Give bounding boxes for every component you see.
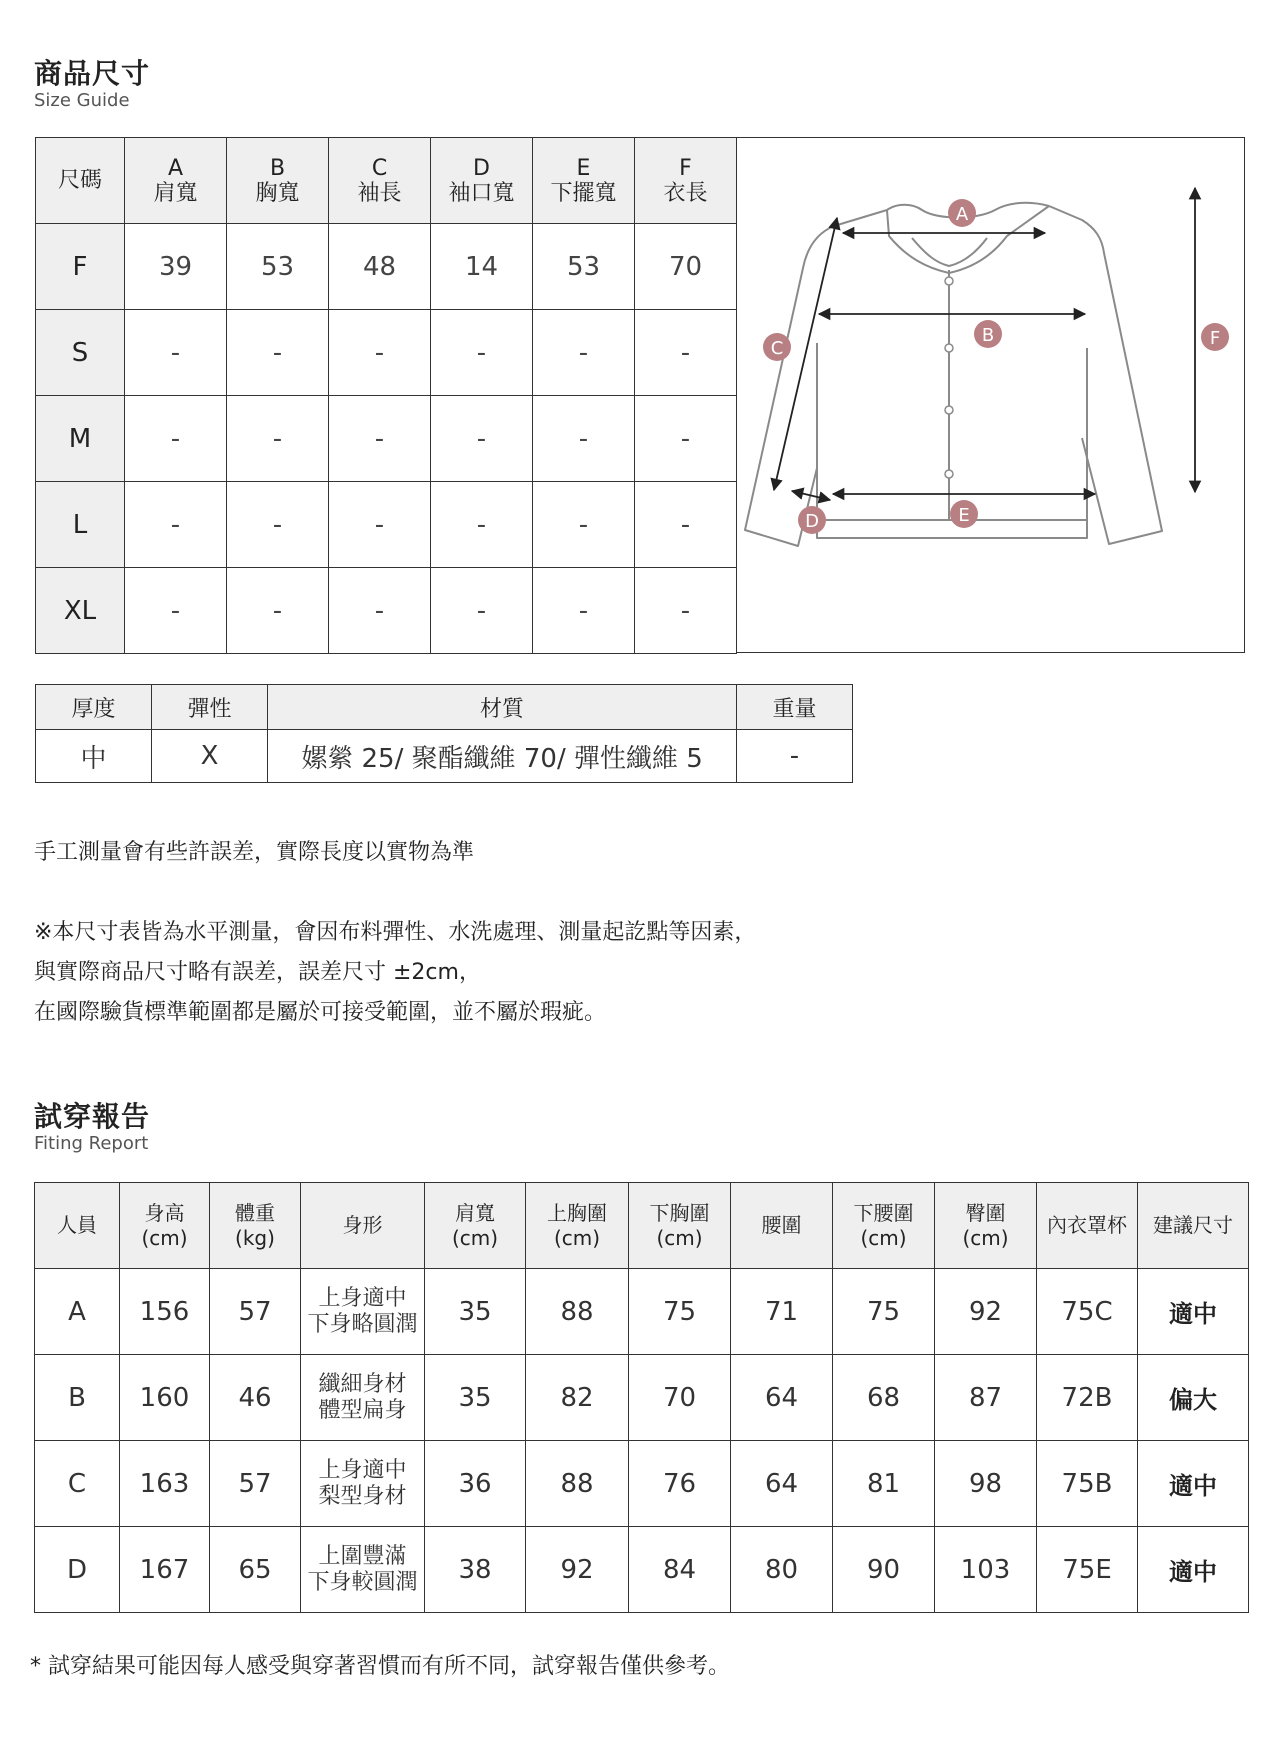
- waist-cell: 80: [731, 1527, 833, 1613]
- body-type-cell: [301, 1269, 425, 1355]
- size-value: 53: [227, 224, 329, 310]
- garment-diagram: [737, 137, 1245, 653]
- lower-waist-cell: 68: [833, 1355, 935, 1441]
- column-name: 下擺寬: [550, 180, 617, 206]
- fitting-header: [935, 1183, 1037, 1269]
- disclaimer-line: 與實際商品尺寸略有誤差，誤差尺寸 ±2cm，: [34, 960, 481, 985]
- waist-cell: 64: [731, 1355, 833, 1441]
- button-icon: [945, 406, 953, 414]
- elasticity-value: X: [152, 730, 268, 783]
- svg-text:E: E: [958, 505, 970, 526]
- size-row: [36, 568, 737, 654]
- body-type-cell: [301, 1355, 425, 1441]
- shoulder-cell: 35: [425, 1269, 526, 1355]
- header-line2: (cm): [141, 1225, 188, 1250]
- material-value: 嫘縈 25/ 聚酯纖維 70/ 彈性纖維 5: [268, 730, 737, 783]
- size-value: -: [329, 310, 431, 396]
- cup-cell: 72B: [1037, 1355, 1138, 1441]
- column-letter: F: [679, 155, 692, 181]
- cup-cell: 75B: [1037, 1441, 1138, 1527]
- weight-cell: 46: [210, 1355, 301, 1441]
- lower-chest-cell: 70: [629, 1355, 731, 1441]
- hip-cell: 87: [935, 1355, 1037, 1441]
- marker-e: [950, 500, 978, 528]
- lower-chest-cell: 84: [629, 1527, 731, 1613]
- body-type-line1: 上身適中: [318, 1285, 407, 1311]
- size-row: [36, 396, 737, 482]
- size-value: 48: [329, 224, 431, 310]
- upper-chest-cell: 92: [526, 1527, 629, 1613]
- fitting-row: [35, 1441, 1249, 1527]
- shoulder-cell: 38: [425, 1527, 526, 1613]
- svg-text:D: D: [805, 511, 819, 532]
- size-value: -: [533, 568, 635, 654]
- recommended-size-cell: 適中: [1138, 1441, 1249, 1527]
- size-value: -: [635, 568, 737, 654]
- lower-chest-cell: 76: [629, 1441, 731, 1527]
- size-value: -: [329, 482, 431, 568]
- size-value: -: [431, 482, 533, 568]
- hip-cell: 98: [935, 1441, 1037, 1527]
- size-value: -: [227, 310, 329, 396]
- size-value: 14: [431, 224, 533, 310]
- marker-b: [974, 320, 1002, 348]
- size-value: -: [125, 310, 227, 396]
- lower-waist-cell: 81: [833, 1441, 935, 1527]
- size-label: XL: [36, 568, 125, 654]
- column-letter: D: [473, 155, 490, 181]
- button-icon: [945, 470, 953, 478]
- button-icon: [945, 344, 953, 352]
- size-value: -: [227, 568, 329, 654]
- fitting-row: [35, 1269, 1249, 1355]
- upper-chest-cell: 82: [526, 1355, 629, 1441]
- fitting-header: [35, 1183, 120, 1269]
- column-letter: E: [576, 155, 591, 181]
- size-column-header: [329, 138, 431, 224]
- fitting-header: [526, 1183, 629, 1269]
- material-table: [35, 684, 853, 783]
- header-line2: (kg): [235, 1225, 275, 1250]
- svg-text:A: A: [955, 204, 969, 225]
- body-type-line2: 梨型身材: [318, 1483, 407, 1509]
- measure-note: 手工測量會有些許誤差，實際長度以實物為準: [34, 840, 475, 865]
- size-column-header: [431, 138, 533, 224]
- header-line1: 腰圍: [761, 1213, 802, 1237]
- header-line1: 身形: [342, 1213, 383, 1237]
- size-value: -: [431, 568, 533, 654]
- header-line2: (cm): [553, 1225, 601, 1250]
- size-table-header: [36, 138, 737, 224]
- body-type-line2: 下身較圓潤: [307, 1569, 418, 1595]
- header-line2: (cm): [656, 1225, 703, 1250]
- recommended-size-cell: 適中: [1138, 1527, 1249, 1613]
- thickness-value: 中: [36, 730, 152, 783]
- weight-cell: 57: [210, 1441, 301, 1527]
- fitting-header: [301, 1183, 425, 1269]
- size-value: -: [635, 310, 737, 396]
- size-value: -: [329, 396, 431, 482]
- size-value: -: [125, 568, 227, 654]
- recommended-size-cell: 偏大: [1138, 1355, 1249, 1441]
- upper-chest-cell: 88: [526, 1441, 629, 1527]
- size-value: -: [125, 396, 227, 482]
- lower-waist-cell: 90: [833, 1527, 935, 1613]
- size-value: -: [431, 396, 533, 482]
- size-value: -: [431, 310, 533, 396]
- fitting-section-subtitle: Fiting Report: [34, 1133, 149, 1154]
- size-section-title: 商品尺寸: [34, 57, 151, 90]
- size-value: -: [533, 482, 635, 568]
- size-value: 39: [125, 224, 227, 310]
- column-letter: C: [371, 155, 388, 181]
- cup-cell: 75E: [1037, 1527, 1138, 1613]
- svg-text:C: C: [770, 338, 784, 359]
- fitting-table: [34, 1182, 1249, 1613]
- marker-f: [1201, 323, 1229, 351]
- fitting-header: [833, 1183, 935, 1269]
- fitting-header: [425, 1183, 526, 1269]
- size-column-header: [227, 138, 329, 224]
- cup-cell: 75C: [1037, 1269, 1138, 1355]
- size-value: -: [125, 482, 227, 568]
- header-line2: (cm): [860, 1225, 907, 1250]
- lower-waist-cell: 75: [833, 1269, 935, 1355]
- column-name: 肩寬: [153, 180, 198, 206]
- column-name: 袖長: [357, 180, 402, 206]
- fitting-header-row: [35, 1183, 1249, 1269]
- waist-cell: 71: [731, 1269, 833, 1355]
- size-row: [36, 482, 737, 568]
- fitting-row: [35, 1527, 1249, 1613]
- shoulder-cell: 36: [425, 1441, 526, 1527]
- fitting-row: [35, 1355, 1249, 1441]
- body-type-line2: 體型扁身: [318, 1397, 407, 1423]
- svg-text:B: B: [981, 325, 995, 346]
- weight-value: -: [737, 730, 853, 783]
- marker-a: [948, 199, 976, 227]
- column-letter: B: [269, 155, 286, 181]
- marker-c: [763, 333, 791, 361]
- size-row: [36, 310, 737, 396]
- size-value: -: [533, 310, 635, 396]
- body-type-line1: 纖細身材: [318, 1371, 407, 1397]
- size-value: -: [329, 568, 431, 654]
- person-cell: D: [35, 1527, 120, 1613]
- material-value-row: [36, 730, 853, 783]
- height-cell: 163: [120, 1441, 210, 1527]
- size-label: F: [36, 224, 125, 310]
- thickness-header: 厚度: [36, 685, 152, 730]
- hip-cell: 92: [935, 1269, 1037, 1355]
- shoulder-cell: 35: [425, 1355, 526, 1441]
- header-line1: 內衣罩杯: [1047, 1213, 1127, 1237]
- cardigan-illustration: [737, 138, 1244, 652]
- height-cell: 160: [120, 1355, 210, 1441]
- body-type-cell: [301, 1527, 425, 1613]
- material-header-row: [36, 685, 853, 730]
- disclaimer-line: 在國際驗貨標準範圍都是屬於可接受範圍，並不屬於瑕疵。: [34, 1000, 607, 1025]
- header-line1: 體重: [235, 1200, 275, 1225]
- column-name: 胸寬: [255, 180, 300, 206]
- size-value: -: [635, 396, 737, 482]
- size-label: L: [36, 482, 125, 568]
- person-cell: C: [35, 1441, 120, 1527]
- column-name: 袖口寬: [448, 180, 515, 206]
- size-value: -: [227, 396, 329, 482]
- header-line1: 下腰圍: [853, 1200, 914, 1225]
- weight-cell: 65: [210, 1527, 301, 1613]
- body-type-line1: 上圍豐滿: [318, 1543, 407, 1569]
- elasticity-header: 彈性: [152, 685, 268, 730]
- svg-text:F: F: [1209, 328, 1221, 349]
- button-icon: [945, 277, 953, 285]
- header-line1: 肩寬: [455, 1200, 495, 1225]
- fitting-footnote: * 試穿結果可能因每人感受與穿著習慣而有所不同，試穿報告僅供參考。: [30, 1654, 730, 1679]
- height-cell: 156: [120, 1269, 210, 1355]
- body-type-cell: [301, 1441, 425, 1527]
- header-line2: (cm): [451, 1225, 499, 1250]
- lower-chest-cell: 75: [629, 1269, 731, 1355]
- size-table: [35, 137, 737, 654]
- header-line1: 臀圍: [965, 1200, 1006, 1225]
- weight-header: 重量: [737, 685, 853, 730]
- person-cell: A: [35, 1269, 120, 1355]
- size-column-header: [125, 138, 227, 224]
- column-letter: A: [167, 155, 184, 181]
- fitting-header: [120, 1183, 210, 1269]
- waist-cell: 64: [731, 1441, 833, 1527]
- size-section-subtitle: Size Guide: [34, 90, 130, 111]
- size-value: -: [635, 482, 737, 568]
- fitting-section-title: 試穿報告: [34, 1100, 151, 1133]
- size-column-header: [635, 138, 737, 224]
- size-row: [36, 224, 737, 310]
- column-name: 衣長: [663, 180, 708, 206]
- hip-cell: 103: [935, 1527, 1037, 1613]
- weight-cell: 57: [210, 1269, 301, 1355]
- recommended-size-cell: 適中: [1138, 1269, 1249, 1355]
- fitting-header: [210, 1183, 301, 1269]
- size-value: -: [533, 396, 635, 482]
- header-line1: 建議尺寸: [1153, 1213, 1233, 1237]
- body-type-line2: 下身略圓潤: [307, 1311, 418, 1337]
- size-header-label: 尺碼: [36, 138, 125, 224]
- size-label: M: [36, 396, 125, 482]
- fitting-header: [1138, 1183, 1249, 1269]
- header-line2: (cm): [962, 1225, 1009, 1250]
- marker-d: [798, 506, 826, 534]
- fitting-header: [1037, 1183, 1138, 1269]
- size-label: S: [36, 310, 125, 396]
- header-line1: 人員: [57, 1213, 97, 1237]
- body-type-line1: 上身適中: [318, 1457, 407, 1483]
- fitting-header: [731, 1183, 833, 1269]
- size-value: -: [227, 482, 329, 568]
- upper-chest-cell: 88: [526, 1269, 629, 1355]
- size-value: 53: [533, 224, 635, 310]
- height-cell: 167: [120, 1527, 210, 1613]
- material-header: 材質: [268, 685, 737, 730]
- header-line1: 身高: [144, 1200, 185, 1225]
- person-cell: B: [35, 1355, 120, 1441]
- header-line1: 下胸圍: [649, 1200, 710, 1225]
- size-column-header: [533, 138, 635, 224]
- disclaimer-line: ※本尺寸表皆為水平測量，會因布料彈性、水洗處理、測量起訖點等因素，: [34, 920, 757, 945]
- header-line1: 上胸圍: [547, 1200, 607, 1225]
- fitting-header: [629, 1183, 731, 1269]
- size-value: 70: [635, 224, 737, 310]
